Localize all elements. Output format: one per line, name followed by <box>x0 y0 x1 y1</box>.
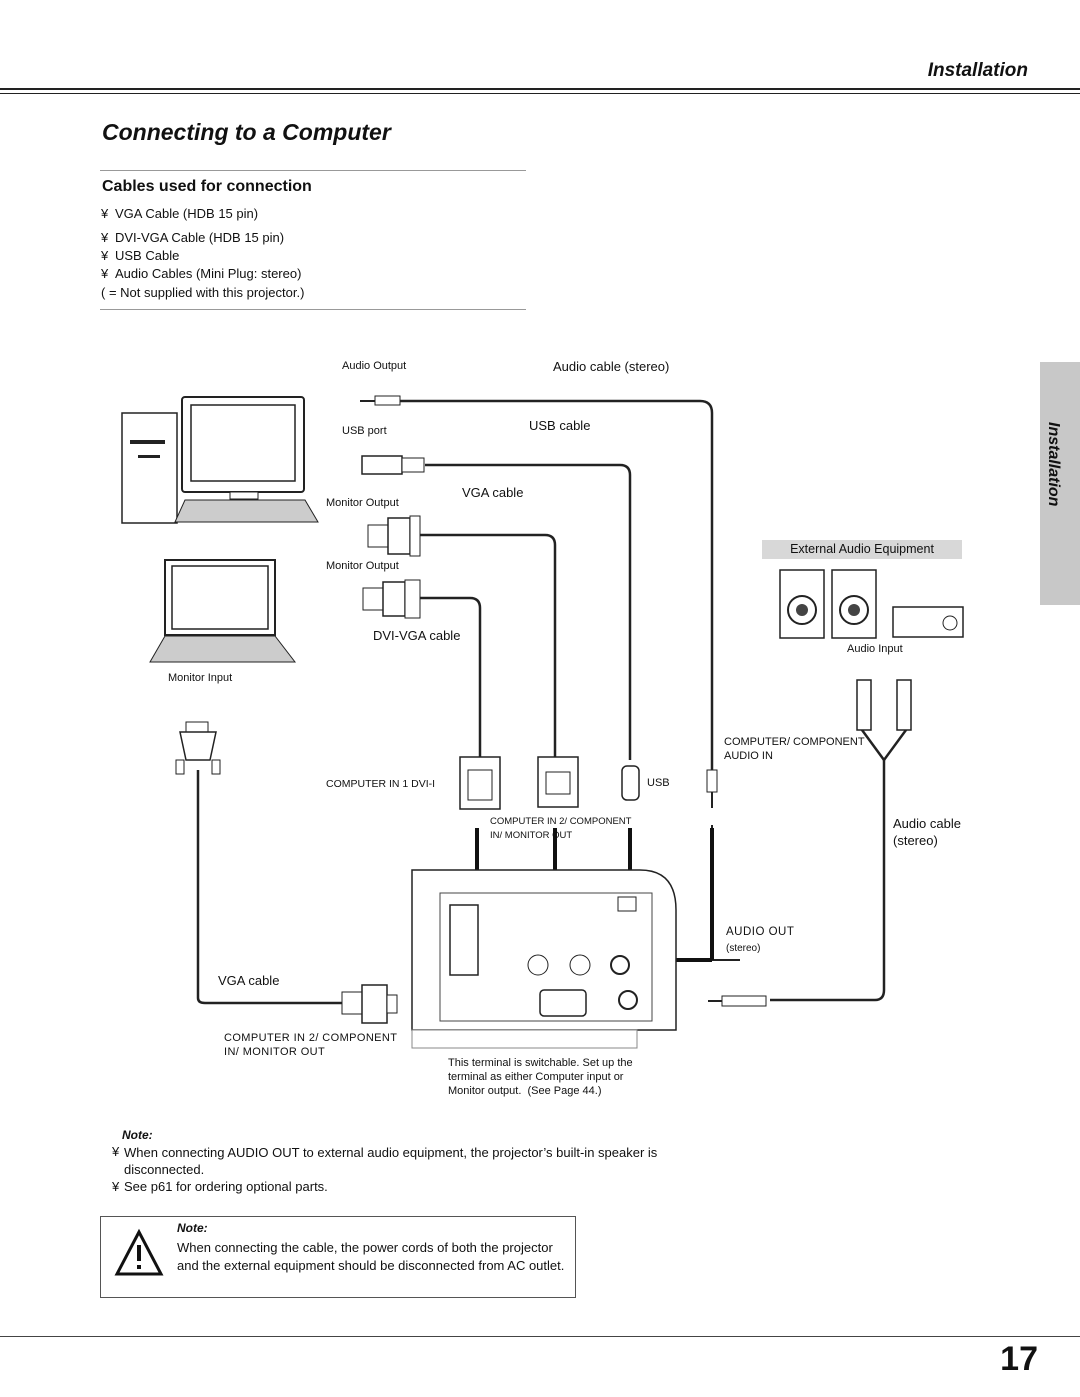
side-tab-label: Installation <box>1045 422 1062 507</box>
stereo-label: (stereo) <box>893 833 938 848</box>
note-list <box>112 1144 672 1194</box>
audio-out-cable-line <box>770 760 884 1000</box>
audio-cable-label: Audio cable <box>893 816 961 831</box>
audio-cable-stereo-label: Audio cable (stereo) <box>553 359 670 374</box>
monitor-output-label: Monitor Output <box>326 560 399 572</box>
vga-cable-bottom-line <box>198 770 345 1003</box>
usb-label: USB <box>647 777 670 789</box>
warning-text: When connecting the cable, the power cords of both the projector and the external equipment should be disconnected from AC outlet. <box>177 1240 565 1273</box>
computer-in-1-dvi-label: COMPUTER IN 1 DVI-I <box>326 778 436 790</box>
audio-input-label: Audio Input <box>847 643 903 655</box>
list-item: ¥ When connecting AUDIO OUT to external audio equipment, the projector’s built-in speaker is disconnected. <box>112 1144 658 1177</box>
dvi-vga-cable-line <box>420 598 480 760</box>
page-number: 17 <box>1000 1340 1038 1378</box>
list-item: ¥ VGA Cable (HDB 15 pin) <box>101 206 259 221</box>
usb-port-label: USB port <box>342 425 387 437</box>
cables-footnote: ( = Not supplied with this projector.) <box>101 285 305 300</box>
external-audio-label: External Audio Equipment <box>762 540 962 559</box>
switchable-note: This terminal is switchable. Set up the terminal as either Computer input or Monitor output. (See Page 44.) <box>448 1057 633 1097</box>
computer-in-2-bottom-label: COMPUTER IN 2/ COMPONENT IN/ MONITOR OUT <box>224 1032 398 1058</box>
list-item: ¥ See p61 for ordering optional parts. <box>112 1179 328 1194</box>
vga-cable-bottom-label: VGA cable <box>218 973 280 988</box>
monitor-output-label: Monitor Output <box>326 497 399 509</box>
vga-cable-label: VGA cable <box>462 485 524 500</box>
page-title: Connecting to a Computer <box>102 119 391 145</box>
vga-cable-line <box>420 535 555 760</box>
usb-cable-line <box>425 465 630 760</box>
computer-component-audio-in-label: COMPUTER/ COMPONENT AUDIO IN <box>724 736 865 762</box>
audio-output-label: Audio Output <box>342 360 407 372</box>
usb-cable-label: USB cable <box>529 418 591 433</box>
list-item: ¥ DVI-VGA Cable (HDB 15 pin) <box>101 230 285 245</box>
list-item: ¥ Audio Cables (Mini Plug: stereo) <box>101 266 302 281</box>
warning-box <box>100 1216 576 1298</box>
dvi-vga-cable-label: DVI-VGA cable <box>373 628 461 643</box>
monitor-input-label: Monitor Input <box>168 672 233 684</box>
section-title: Installation <box>927 60 1028 81</box>
audio-out-stereo-label: (stereo) <box>726 943 761 954</box>
list-item: ¥ USB Cable <box>101 248 180 263</box>
footer-rule <box>0 1336 1080 1337</box>
note-heading: Note: <box>177 1221 208 1235</box>
cables-heading: Cables used for connection <box>102 178 312 195</box>
computer-in-2-label: COMPUTER IN 2/ COMPONENT IN/ MONITOR OUT <box>490 816 632 841</box>
audio-out-label: AUDIO OUT <box>726 926 795 938</box>
note-heading: Note: <box>122 1128 153 1142</box>
